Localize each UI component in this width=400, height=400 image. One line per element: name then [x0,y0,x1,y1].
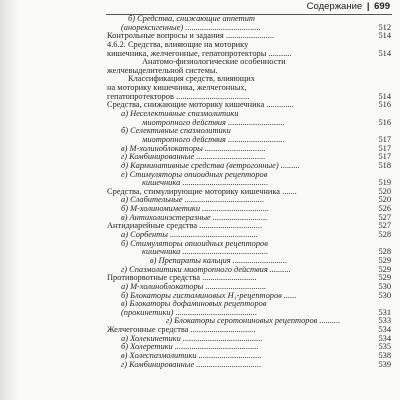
toc-entry-text: в) М-холиноблокаторы ............................. [121,143,266,153]
toc-entry-text: в) Блокаторы дофаминовых рецепторов [121,299,267,309]
toc-entry-text: на моторику кишечника, желчегонных, [107,83,247,93]
toc-entry-page: 529 [378,273,391,283]
toc-entry-page: 516 [378,100,391,110]
toc-entry-text: а) Неселективные спазмолитики [121,109,239,119]
toc-entry-text: Противорвотные средства .......................... [107,273,257,283]
toc-entry-text: в) Холеспазмолитики .............................. [121,350,262,360]
toc-entry-page: 520 [378,186,391,196]
toc-entry-text: Контрольные вопросы и задания ....................... [107,31,275,41]
toc-entry-page: 529 [378,264,391,274]
toc-entry-page: 539 [378,359,391,369]
toc-entry-text: г) Спазмолитики миотропного действия .......... [121,264,291,274]
toc-entry-text: а) Слабительные ...................................... [121,195,265,205]
toc-entry [0,361,400,370]
toc-entry-text: б) Холеретики ........................................ [121,342,259,352]
toc-entry-page: 530 [378,290,391,300]
toc-entry-text: б) Средства, снижающие аппетит [128,14,255,23]
toc-entry-text: б) Стимуляторы опиоидных рецепторов [121,238,268,248]
toc-entry-text: д) Карминативные средства (ветрогонные) ......... [121,160,300,170]
toc-entry-page: 534 [378,325,391,335]
toc-entry-text: б) Селективные спазмолитики [121,126,231,136]
toc-entry-text: б) М-холиномиметики ................................ [121,204,270,214]
toc-entry-text: а) Холекинетики ...................................... [121,333,263,343]
toc-entry-text: Средства, стимулирующие моторику кишечника ....... [107,186,297,196]
toc-entry-page: 534 [378,333,391,343]
toc-entry-text: г) Комбинированные ................................. [121,152,266,162]
toc-entry-page: 518 [378,160,391,170]
toc-entry-text: Классификация средств, влияющих [128,74,255,84]
toc-entry-text: 4.6.2. Средства, влияющие на моторику [107,39,249,49]
toc-entry-page: 514 [378,31,391,41]
toc-entry-text: кишечника, желчегонные, гепатопротекторы ........... [107,48,292,58]
toc-entry-text: кишечника ......................................... [142,178,269,188]
toc-entry-text: е) Стимуляторы опиоидных рецепторов [121,169,268,179]
toc-entry-page: 526 [378,204,391,214]
toc-entry-page: 517 [378,152,391,162]
toc-entry-page: 517 [378,134,391,144]
toc-entry-text: в) Антихолинэстеразные .......................... [121,212,268,222]
section-title: Содержание [306,1,363,12]
toc-entry-page: 514 [378,48,391,58]
toc-entry-page: 516 [378,117,391,127]
toc-entry-page: 530 [378,281,391,291]
toc-entry-page: 512 [378,22,391,32]
toc-entry-text: миотропного действия ........................... [142,134,285,144]
toc-entry-text: г) Комбинированные ............................... [121,359,262,369]
toc-entry-page: 519 [378,178,391,188]
toc-entry-page: 531 [378,307,391,317]
toc-entry-page: 514 [378,91,391,101]
page-number: 699 [374,1,390,12]
toc-entry-text: Анатомо-физиологические особенности [142,57,286,67]
toc-entry-text: б) Блокаторы гистаминовых Н₁-рецепторов ...... [121,290,297,300]
toc-entry-text: гепатопротекторов ................................... [107,91,250,101]
toc-entry-page: 529 [378,255,391,265]
toc-entry-page: 517 [378,143,391,153]
toc-entry-text: (прокинетики) ....................................... [121,307,258,317]
toc-entry-page: 527 [378,212,391,222]
toc-entry-text: Антидиарейные средства .............................. [107,221,263,231]
toc-entry-text: Средства, снижающие моторику кишечника ............. [107,100,294,110]
toc-entry-page: 535 [378,342,391,352]
toc-entry-text: кишечника ......................................... [142,247,269,257]
header-separator: | [366,1,370,12]
toc-entry-page: 528 [378,230,391,240]
toc-entry-text: желчевыделительной системы. [107,65,218,75]
table-of-contents [0,15,400,369]
toc-entry-page: 533 [378,316,391,326]
toc-entry-text: в) Препараты кальция .......................... [150,255,288,265]
toc-entry-text: Желчегонные средства ............................... [107,325,256,335]
toc-entry-text: г) Блокаторы серотониновых рецепторов .......... [166,316,341,326]
toc-entry-page: 538 [378,350,391,360]
toc-entry-text: (анорексигенные) .................................... [121,22,261,32]
toc-entry-text: а) Сорбенты .......................................... [121,230,258,240]
toc-entry-page: 527 [378,221,391,231]
page-header [307,1,390,12]
toc-entry-text: миотропного действия ........................... [142,117,285,127]
toc-entry-page: 520 [378,195,391,205]
toc-entry-text: а) М-холиноблокаторы ............................. [121,281,267,291]
toc-entry-page: 528 [378,247,391,257]
